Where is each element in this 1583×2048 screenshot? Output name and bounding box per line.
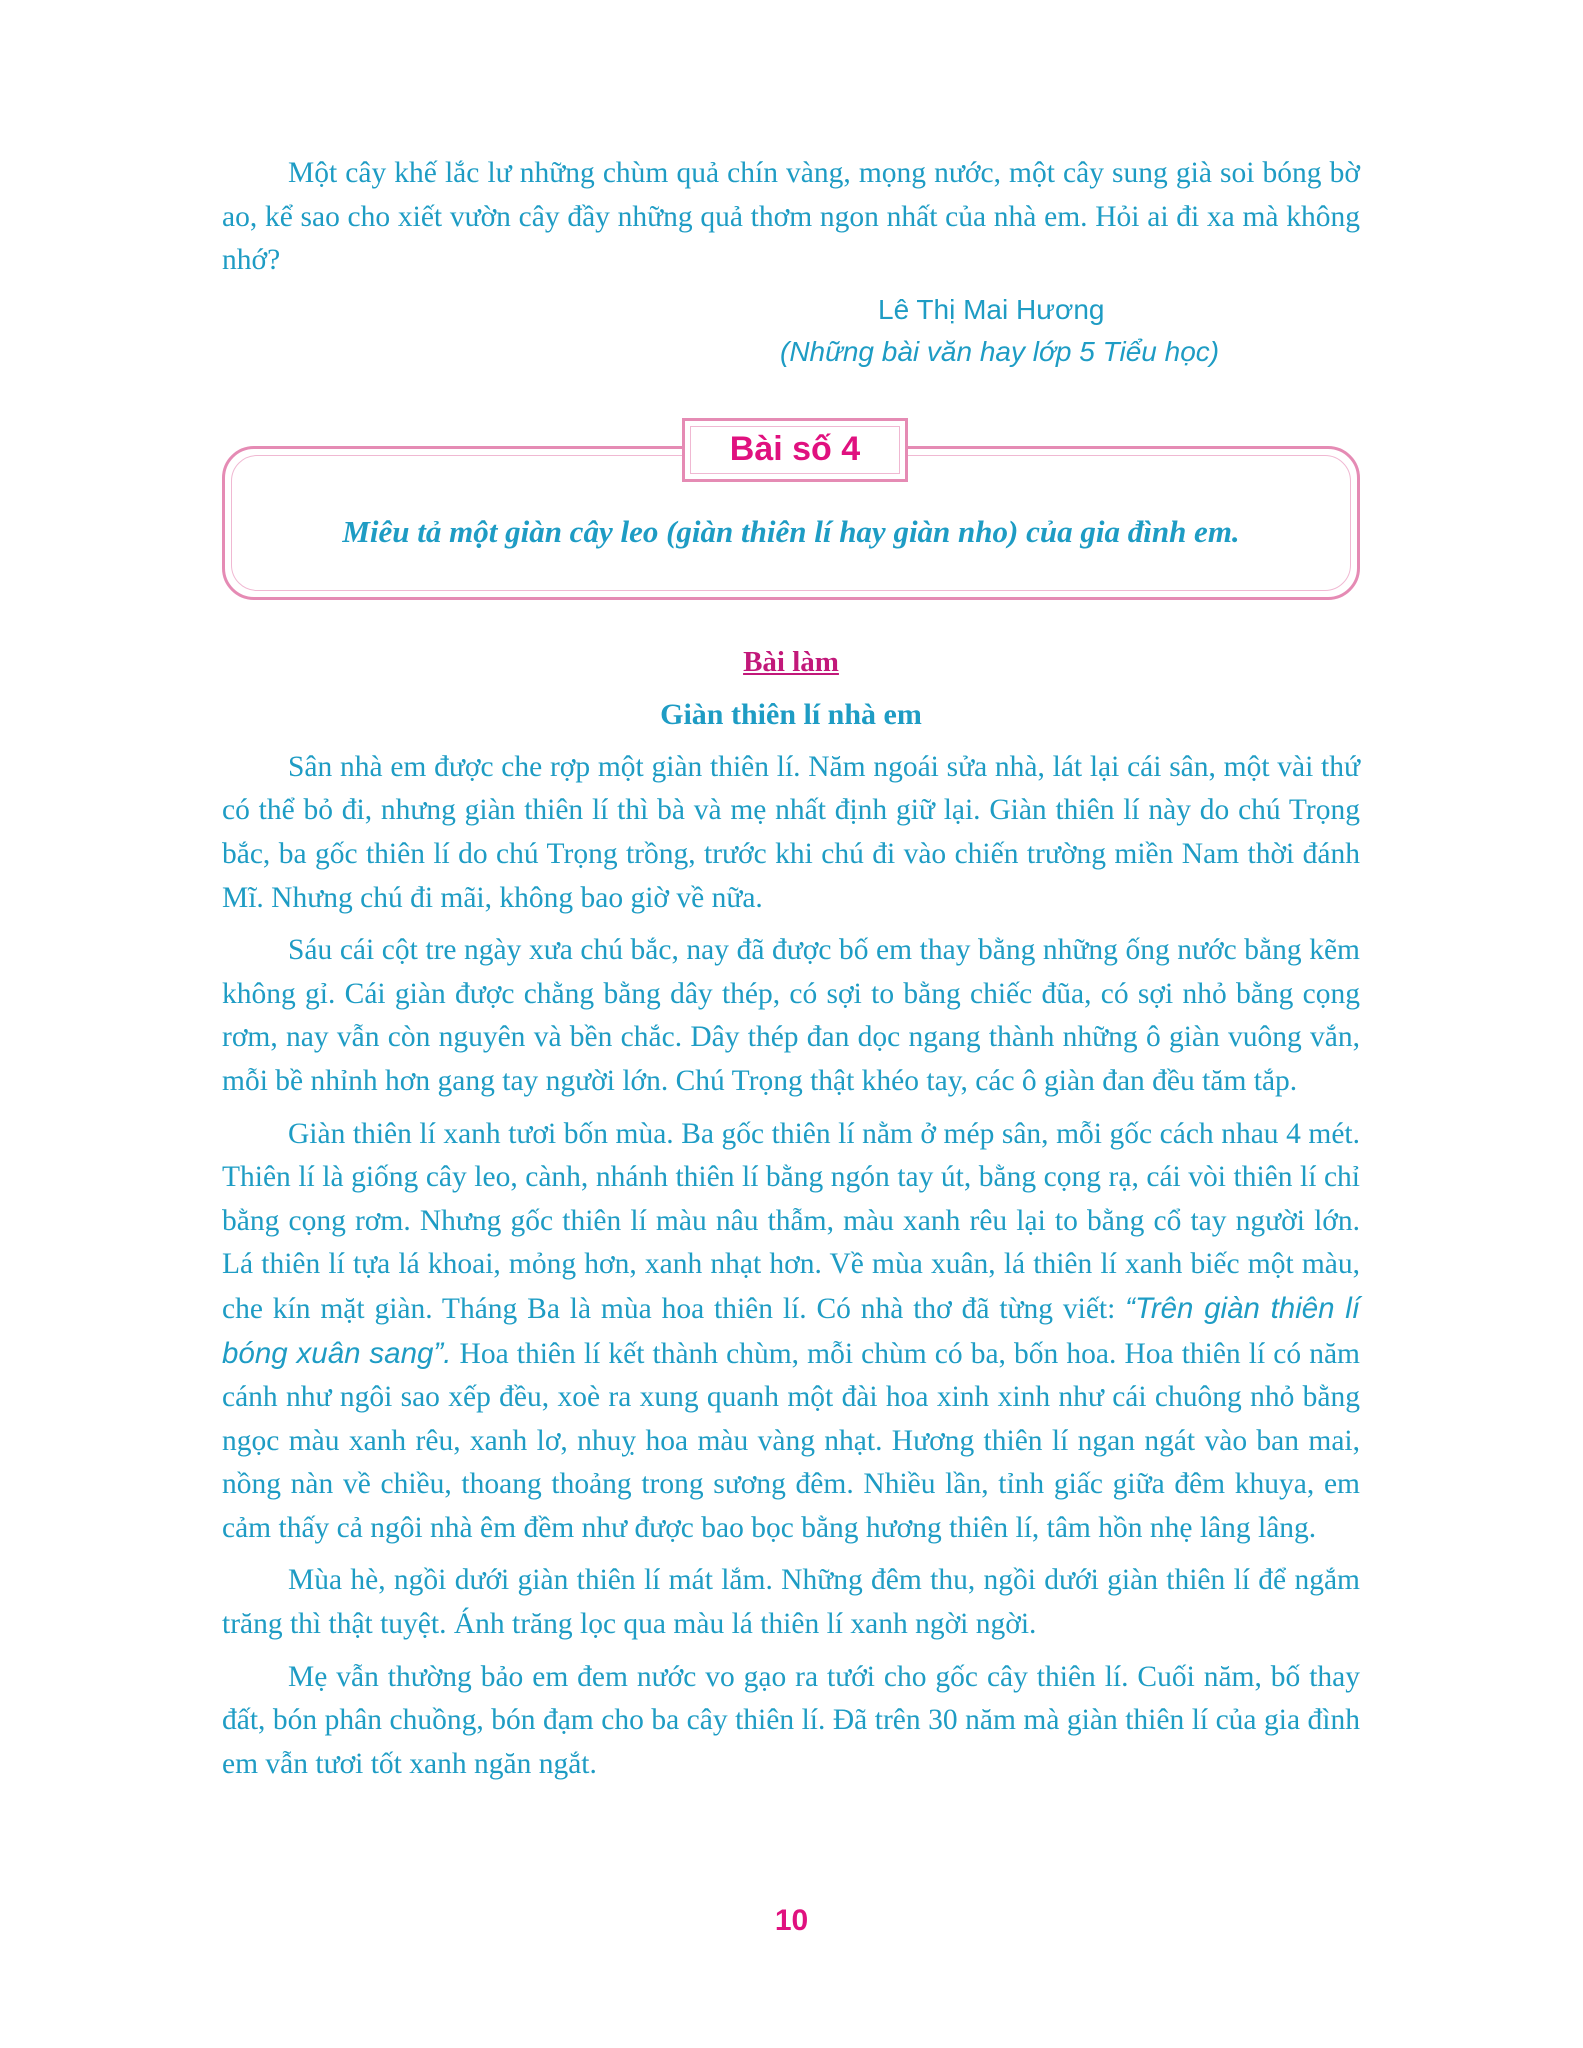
exercise-label-frame: [682, 418, 908, 482]
attribution: [222, 292, 1360, 376]
exercise-label: Bài số 4: [729, 430, 861, 469]
author-name: Lê Thị Mai Hương: [878, 293, 1105, 325]
essay-paragraph-3-start: Giàn thiên lí xanh tươi bốn mùa. Ba gốc thiên lí nằm ở mép sân, mỗi gốc cách nhau 4 mét. Thiên lí là giống cây leo, cành, nhánh thiên lí bằng ngón tay út, bằng cọng rạ, cái vòi thiên lí chỉ bằng cọng rơm. Nhưng gốc thiên lí màu nâu thẫm, màu xanh rêu lại to bằng cổ tay người lớn. Lá thiên lí tựa lá khoai, mỏng hơn, xanh nhạt hơn. Về mùa xuân, lá thiên lí xanh biếc một màu, che kín mặt giàn. Tháng Ba là mùa hoa thiên lí. Có nhà thơ đã từng viết:: [222, 1117, 1360, 1325]
essay-header: Bài làm: [743, 645, 839, 678]
essay-paragraph-3-end: Hoa thiên lí kết thành chùm, mỗi chùm có ba, bốn hoa. Hoa thiên lí có năm cánh như ngôi sao xếp đều, xoè ra xung quanh một đài hoa xinh xinh như cái chuông nhỏ bằng ngọc màu xanh rêu, xanh lơ, nhuỵ hoa màu vàng nhạt. Hương thiên lí ngan ngát vào ban mai, nồng nàn về chiều, thoang thoảng trong sương đêm. Nhiều lần, tỉnh giấc giữa đêm khuya, em cảm thấy cả ngôi nhà êm đềm như được bao bọc bằng hương thiên lí, tâm hồn nhẹ lâng lâng.: [222, 1337, 1361, 1544]
poem-quote: “Trên giàn thiên lí bóng xuân sang”.: [222, 1291, 1360, 1370]
essay-paragraph-1: Sân nhà em được che rợp một giàn thiên lí. Năm ngoái sửa nhà, lát lại cái sân, một vài thứ có thể bỏ đi, nhưng giàn thiên lí thì bà và mẹ nhất định giữ lại. Giàn thiên lí này do chú Trọng bắc, ba gốc thiên lí do chú Trọng trồng, trước khi chú đi vào chiến trường miền Nam thời đánh Mĩ. Nhưng chú đi mãi, không bao giờ về nữa.: [222, 750, 1360, 914]
essay-paragraph-5: Mẹ vẫn thường bảo em đem nước vo gạo ra tưới cho gốc cây thiên lí. Cuối năm, bố thay đất, bón phân chuồng, bón đạm cho ba cây thiên lí. Đã trên 30 năm mà giàn thiên lí của gia đình em vẫn tươi tốt xanh ngăn ngắt.: [222, 1660, 1360, 1780]
essay-paragraph-4: Mùa hè, ngồi dưới giàn thiên lí mát lắm. Những đêm thu, ngồi dưới giàn thiên lí để ngắm trăng thì thật tuyệt. Ánh trăng lọc qua màu lá thiên lí xanh ngời ngời.: [222, 1564, 1360, 1641]
intro-paragraph: Một cây khế lắc lư những chùm quả chín vàng, mọng nước, một cây sung già soi bóng bờ ao, kể sao cho xiết vườn cây đầy những quả thơm ngon nhất của nhà em. Hỏi ai đi xa mà không nhớ?: [222, 157, 1360, 277]
essay-paragraph-3: [222, 1113, 1360, 1551]
exercise-prompt: Miêu tả một giàn cây leo (giàn thiên lí hay giàn nho) của gia đình em.: [342, 513, 1240, 549]
essay-paragraph-2: Sáu cái cột tre ngày xưa chú bắc, nay đã được bố em thay bằng những ống nước bằng kẽm không gỉ. Cái giàn được chằng bằng dây thép, có sợi to bằng chiếc đũa, có sợi nhỏ bằng cọng rơm, nay vẫn còn nguyên và bền chắc. Dây thép đan dọc ngang thành những ô giàn vuông vắn, mỗi bề nhỉnh hơn gang tay người lớn. Chú Trọng thật khéo tay, các ô giàn đan đều tăm tắp.: [222, 934, 1360, 1097]
essay-title: Giàn thiên lí nhà em: [660, 697, 922, 731]
exercise-box: [222, 418, 1360, 610]
page-content: [222, 152, 1360, 1795]
page-number: 10: [774, 1904, 809, 1937]
author-source: (Những bài văn hay lớp 5 Tiểu học): [780, 335, 1220, 367]
